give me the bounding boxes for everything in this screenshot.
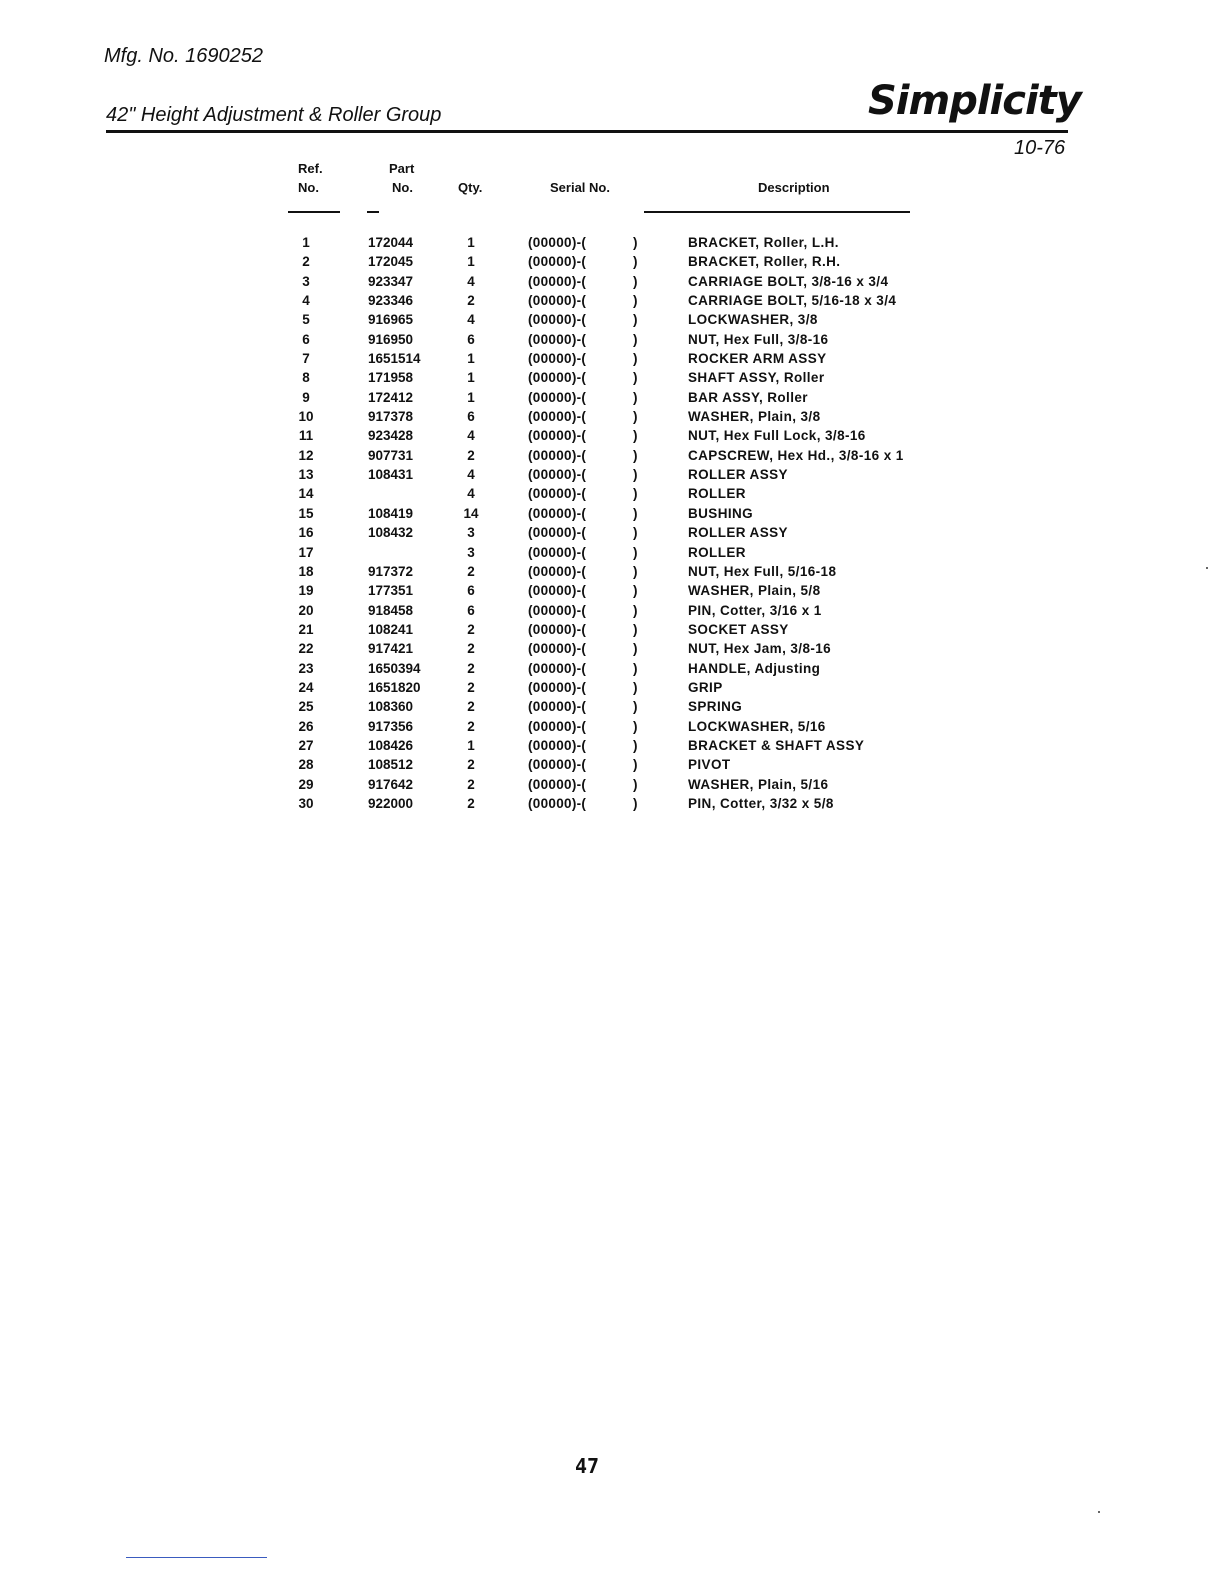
cell-qty: 2 [467,660,475,676]
cell-ref-no: 15 [298,505,314,521]
table-row [288,659,988,678]
cell-serial-close: ) [633,293,638,309]
cell-ref-no: 8 [302,370,310,386]
cell-description: CARRIAGE BOLT, 5/16-18 x 3/4 [688,293,897,309]
cell-description: BAR ASSY, Roller [688,389,808,405]
table-row [288,330,988,349]
cell-part-no: 1651514 [368,351,421,367]
cell-part-no: 108432 [368,525,414,541]
cell-description: SOCKET ASSY [688,621,789,637]
cell-serial-close: ) [633,409,638,425]
cell-serial-close: ) [633,505,638,521]
cell-ref-no: 23 [298,660,314,676]
cell-qty: 6 [467,602,475,618]
cell-serial-close: ) [633,699,638,715]
cell-ref-no: 17 [298,544,314,560]
cell-ref-no: 6 [302,331,310,347]
table-row [288,426,988,445]
cell-serial-close: ) [633,544,638,560]
cell-qty: 3 [467,544,475,560]
cell-part-no: 177351 [368,583,414,599]
revision-date: 10-76 [1014,137,1066,159]
header-rule [106,130,1068,133]
cell-description: NUT, Hex Full, 5/16-18 [688,563,837,579]
table-row [288,349,988,368]
cell-description: SPRING [688,699,743,715]
cell-serial-no: (00000)-( [528,467,587,483]
cell-qty: 1 [467,351,475,367]
cell-serial-no: (00000)-( [528,699,587,715]
cell-serial-no: (00000)-( [528,370,587,386]
cell-qty: 2 [467,699,475,715]
cell-description: BRACKET & SHAFT ASSY [688,737,865,753]
cell-serial-close: ) [633,467,638,483]
cell-description: ROLLER [688,486,746,502]
cell-ref-no: 7 [302,351,310,367]
table-row [288,446,988,465]
cell-ref-no: 5 [302,312,310,328]
cell-description: GRIP [688,679,723,695]
cell-qty: 3 [467,525,475,541]
cell-serial-close: ) [633,486,638,502]
cell-part-no: 108426 [368,737,414,753]
cell-serial-no: (00000)-( [528,351,587,367]
cell-serial-close: ) [633,737,638,753]
cell-serial-no: (00000)-( [528,505,587,521]
cell-part-no: 923346 [368,293,414,309]
cell-qty: 1 [467,389,475,405]
table-row [288,252,988,271]
cell-part-no: 916950 [368,331,414,347]
table-row [288,291,988,310]
cell-ref-no: 2 [302,254,310,270]
table-row [288,543,988,562]
cell-serial-close: ) [633,602,638,618]
cell-qty: 14 [463,505,479,521]
cell-part-no: 918458 [368,602,414,618]
table-row [288,717,988,736]
cell-serial-no: (00000)-( [528,795,587,811]
col-header-description: Description [758,180,830,195]
cell-part-no: 922000 [368,795,414,811]
table-row [288,697,988,716]
col-header-part-line2: No. [392,180,413,195]
cell-serial-no: (00000)-( [528,602,587,618]
cell-serial-close: ) [633,389,638,405]
cell-ref-no: 10 [298,409,314,425]
cell-ref-no: 24 [298,679,314,695]
cell-ref-no: 4 [302,293,310,309]
cell-serial-no: (00000)-( [528,273,587,289]
cell-part-no: 108431 [368,467,414,483]
cell-ref-no: 22 [298,641,314,657]
cell-qty: 6 [467,583,475,599]
cell-part-no: 917372 [368,563,414,579]
cell-qty: 1 [467,370,475,386]
header-underline [644,211,910,213]
cell-ref-no: 14 [298,486,314,502]
cell-qty: 2 [467,293,475,309]
cell-description: CARRIAGE BOLT, 3/8-16 x 3/4 [688,273,889,289]
brand-logo: Simplicity [868,78,1081,124]
cell-serial-no: (00000)-( [528,641,587,657]
cell-qty: 4 [467,428,475,444]
cell-description: ROLLER ASSY [688,467,788,483]
col-header-serial: Serial No. [550,180,610,195]
cell-serial-no: (00000)-( [528,679,587,695]
table-row [288,368,988,387]
cell-serial-close: ) [633,776,638,792]
cell-qty: 6 [467,409,475,425]
cell-serial-close: ) [633,795,638,811]
cell-description: BRACKET, Roller, R.H. [688,254,841,270]
cell-ref-no: 16 [298,525,314,541]
cell-part-no: 172412 [368,389,414,405]
cell-serial-close: ) [633,757,638,773]
cell-description: ROCKER ARM ASSY [688,351,827,367]
cell-serial-close: ) [633,351,638,367]
cell-qty: 2 [467,679,475,695]
cell-part-no: 1650394 [368,660,421,676]
cell-serial-no: (00000)-( [528,660,587,676]
table-row [288,272,988,291]
mfg-number: Mfg. No. 1690252 [104,45,263,67]
table-row [288,601,988,620]
cell-serial-close: ) [633,525,638,541]
cell-serial-close: ) [633,428,638,444]
cell-description: LOCKWASHER, 3/8 [688,312,818,328]
table-row [288,775,988,794]
cell-description: WASHER, Plain, 5/16 [688,776,829,792]
cell-qty: 2 [467,621,475,637]
cell-serial-close: ) [633,660,638,676]
cell-serial-close: ) [633,370,638,386]
page-number: 47 [575,1454,600,1478]
cell-part-no: 917378 [368,409,414,425]
cell-ref-no: 19 [298,583,314,599]
cell-description: ROLLER ASSY [688,525,788,541]
cell-part-no: 172044 [368,235,414,250]
cell-description: PIN, Cotter, 3/32 x 5/8 [688,795,834,811]
cell-part-no: 923347 [368,273,414,289]
cell-ref-no: 18 [298,563,314,579]
table-row [288,504,988,523]
cell-ref-no: 3 [302,273,310,289]
cell-description: NUT, Hex Full, 3/8-16 [688,331,829,347]
cell-ref-no: 27 [298,737,314,753]
cell-serial-close: ) [633,718,638,734]
cell-serial-close: ) [633,312,638,328]
cell-part-no: 108419 [368,505,414,521]
cell-serial-close: ) [633,641,638,657]
footer-link-line [126,1557,267,1558]
cell-ref-no: 1 [302,235,310,250]
cell-qty: 2 [467,718,475,734]
cell-serial-no: (00000)-( [528,621,587,637]
col-header-part-line1: Part [389,161,415,176]
cell-serial-close: ) [633,563,638,579]
cell-serial-close: ) [633,331,638,347]
cell-serial-no: (00000)-( [528,544,587,560]
cell-ref-no: 12 [298,447,314,463]
cell-description: PIVOT [688,757,731,773]
cell-serial-no: (00000)-( [528,583,587,599]
cell-serial-no: (00000)-( [528,254,587,270]
cell-serial-no: (00000)-( [528,776,587,792]
cell-description: SHAFT ASSY, Roller [688,370,825,386]
cell-serial-close: ) [633,679,638,695]
cell-serial-no: (00000)-( [528,389,587,405]
cell-part-no: 172045 [368,254,414,270]
scan-speck [1098,1511,1100,1513]
cell-qty: 4 [467,273,475,289]
cell-serial-close: ) [633,273,638,289]
cell-serial-close: ) [633,583,638,599]
cell-part-no: 1651820 [368,679,421,695]
cell-qty: 1 [467,737,475,753]
cell-ref-no: 13 [298,467,314,483]
header-underline [367,211,379,213]
cell-description: NUT, Hex Jam, 3/8-16 [688,641,832,657]
cell-serial-no: (00000)-( [528,409,587,425]
cell-qty: 2 [467,776,475,792]
col-header-qty: Qty. [458,180,483,195]
cell-serial-no: (00000)-( [528,525,587,541]
page-title: 42" Height Adjustment & Roller Group [106,104,442,126]
cell-description: HANDLE, Adjusting [688,660,821,676]
table-row [288,407,988,426]
table-row [288,755,988,774]
table-row [288,562,988,581]
cell-qty: 2 [467,563,475,579]
table-row [288,639,988,658]
col-header-ref-line2: No. [298,180,319,195]
scan-speck [1206,567,1208,569]
table-row [288,465,988,484]
cell-description: BRACKET, Roller, L.H. [688,235,839,250]
cell-ref-no: 25 [298,699,314,715]
cell-serial-close: ) [633,447,638,463]
cell-serial-no: (00000)-( [528,293,587,309]
table-row [288,484,988,503]
cell-ref-no: 30 [298,795,314,811]
cell-qty: 4 [467,486,475,502]
cell-ref-no: 29 [298,776,314,792]
cell-serial-close: ) [633,254,638,270]
cell-part-no: 108512 [368,757,414,773]
cell-description: LOCKWASHER, 5/16 [688,718,826,734]
table-row [288,736,988,755]
cell-serial-no: (00000)-( [528,447,587,463]
cell-qty: 4 [467,312,475,328]
cell-description: WASHER, Plain, 5/8 [688,583,821,599]
cell-qty: 2 [467,447,475,463]
cell-serial-close: ) [633,621,638,637]
cell-serial-no: (00000)-( [528,486,587,502]
table-row [288,620,988,639]
cell-qty: 2 [467,795,475,811]
table-row [288,310,988,329]
table-row [288,794,988,813]
cell-part-no: 108360 [368,699,414,715]
cell-serial-no: (00000)-( [528,428,587,444]
cell-description: WASHER, Plain, 3/8 [688,409,821,425]
cell-qty: 2 [467,757,475,773]
cell-part-no: 108241 [368,621,414,637]
parts-table [288,233,988,813]
table-row [288,523,988,542]
cell-serial-close: ) [633,235,638,250]
cell-qty: 1 [467,254,475,270]
cell-qty: 4 [467,467,475,483]
cell-description: NUT, Hex Full Lock, 3/8-16 [688,428,866,444]
cell-part-no: 916965 [368,312,414,328]
cell-part-no: 171958 [368,370,414,386]
header-underline [288,211,340,213]
col-header-ref-line1: Ref. [298,161,323,176]
table-row [288,388,988,407]
cell-serial-no: (00000)-( [528,563,587,579]
cell-part-no: 907731 [368,447,414,463]
table-row [288,678,988,697]
cell-description: ROLLER [688,544,746,560]
cell-serial-no: (00000)-( [528,312,587,328]
cell-part-no: 917356 [368,718,414,734]
table-row [288,581,988,600]
cell-ref-no: 11 [298,428,314,444]
cell-qty: 6 [467,331,475,347]
cell-part-no: 917642 [368,776,414,792]
cell-serial-no: (00000)-( [528,737,587,753]
cell-qty: 1 [467,235,475,250]
cell-serial-no: (00000)-( [528,331,587,347]
cell-ref-no: 9 [302,389,310,405]
table-row [288,233,988,252]
cell-serial-no: (00000)-( [528,235,587,250]
cell-qty: 2 [467,641,475,657]
cell-ref-no: 26 [298,718,314,734]
cell-serial-no: (00000)-( [528,718,587,734]
cell-description: CAPSCREW, Hex Hd., 3/8-16 x 1 [688,447,904,463]
cell-part-no: 923428 [368,428,414,444]
cell-ref-no: 21 [298,621,314,637]
cell-part-no: 917421 [368,641,414,657]
cell-description: PIN, Cotter, 3/16 x 1 [688,602,822,618]
cell-description: BUSHING [688,505,754,521]
cell-ref-no: 20 [298,602,314,618]
cell-serial-no: (00000)-( [528,757,587,773]
cell-ref-no: 28 [298,757,314,773]
